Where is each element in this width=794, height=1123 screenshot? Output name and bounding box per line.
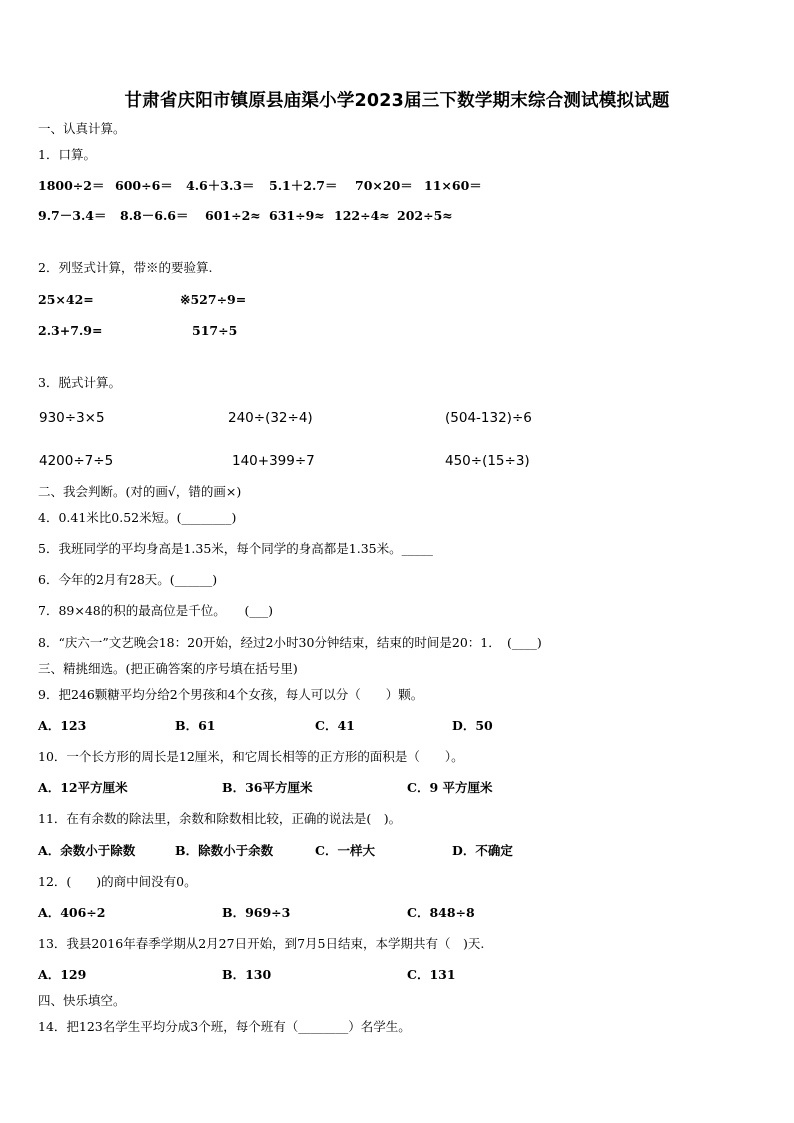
question-10: 10．一个长方形的周长是12厘米，和它周长相等的正方形的面积是（ ）。	[38, 749, 464, 764]
expression-item: 930÷3×5	[39, 410, 105, 426]
oral-calc-item: 4.6＋3.3＝	[186, 178, 255, 193]
oral-calc-item: 70×20＝	[355, 178, 413, 193]
option-c: C．41	[315, 718, 355, 733]
question-8: 8．“庆六一”文艺晚会18：20开始，经过2小时30分钟结束，结束的时间是20：1． (____)	[38, 635, 542, 650]
question-14: 14．把123名学生平均分成3个班，每个班有（________）名学生。	[38, 1019, 411, 1034]
oral-calc-item: 202÷5≈	[397, 208, 453, 223]
section-heading-2: 二、我会判断。(对的画√，错的画×)	[38, 484, 242, 499]
option-c: C．848÷8	[407, 905, 475, 920]
question-5: 5．我班同学的平均身高是1.35米，每个同学的身高都是1.35米。_____	[38, 541, 433, 556]
expression-item: 450÷(15÷3)	[445, 453, 530, 469]
oral-calc-item: 601÷2≈	[205, 208, 261, 223]
option-b: B．61	[175, 718, 216, 733]
option-b: B．969÷3	[222, 905, 291, 920]
question-6: 6．今年的2月有28天。(______)	[38, 572, 218, 587]
question-13: 13．我县2016年春季学期从2月27日开始，到7月5日结束，本学期共有（ )天.	[38, 936, 485, 951]
vertical-calc-item: 517÷5	[192, 323, 238, 338]
expression-item: 240÷(32÷4)	[228, 410, 313, 426]
oral-calc-item: 11×60＝	[424, 178, 482, 193]
oral-calc-item: 631÷9≈	[269, 208, 325, 223]
expression-item: 4200÷7÷5	[39, 453, 114, 469]
question-1: 1．口算。	[38, 147, 96, 162]
page-title: 甘肃省庆阳市镇原县庙渠小学2023届三下数学期末综合测试模拟试题	[124, 91, 670, 111]
option-a: A．12平方厘米	[38, 780, 128, 795]
option-b: B．130	[222, 967, 272, 982]
oral-calc-item: 122÷4≈	[334, 208, 390, 223]
expression-item: 140+399÷7	[232, 453, 315, 469]
option-d: D．不确定	[452, 843, 513, 858]
question-12: 12．( )的商中间没有0。	[38, 874, 197, 889]
oral-calc-item: 9.7－3.4＝	[38, 208, 107, 223]
question-2: 2．列竖式计算，带※的要验算.	[38, 260, 213, 275]
option-a: A．406÷2	[38, 905, 106, 920]
vertical-calc-item: ※527÷9=	[180, 292, 247, 307]
question-9: 9．把246颗糖平均分给2个男孩和4个女孩，每人可以分（ ）颗。	[38, 687, 424, 702]
option-c: C．131	[407, 967, 456, 982]
section-heading-3: 三、精挑细选。(把正确答案的序号填在括号里)	[38, 661, 298, 676]
oral-calc-item: 1800÷2＝	[38, 178, 105, 193]
option-c: C．一样大	[315, 843, 375, 858]
vertical-calc-item: 25×42=	[38, 292, 94, 307]
section-heading-4: 四、快乐填空。	[38, 993, 126, 1008]
option-a: A．余数小于除数	[38, 843, 136, 858]
option-b: B．除数小于余数	[175, 843, 274, 858]
question-11: 11．在有余数的除法里，余数和除数相比较，正确的说法是( )。	[38, 811, 402, 826]
question-7: 7．89×48的积的最高位是千位。 (___)	[38, 603, 273, 618]
oral-calc-item: 5.1＋2.7＝	[269, 178, 338, 193]
option-a: A．123	[38, 718, 87, 733]
vertical-calc-item: 2.3+7.9=	[38, 323, 103, 338]
option-b: B．36平方厘米	[222, 780, 313, 795]
question-4: 4．0.41米比0.52米短。(________)	[38, 510, 237, 525]
option-a: A．129	[38, 967, 87, 982]
oral-calc-item: 8.8－6.6＝	[120, 208, 189, 223]
section-heading-1: 一、认真计算。	[38, 121, 126, 136]
option-c: C．9 平方厘米	[407, 780, 493, 795]
expression-item: (504-132)÷6	[445, 410, 532, 426]
oral-calc-item: 600÷6＝	[115, 178, 173, 193]
question-3: 3．脱式计算。	[38, 375, 121, 390]
option-d: D．50	[452, 718, 493, 733]
